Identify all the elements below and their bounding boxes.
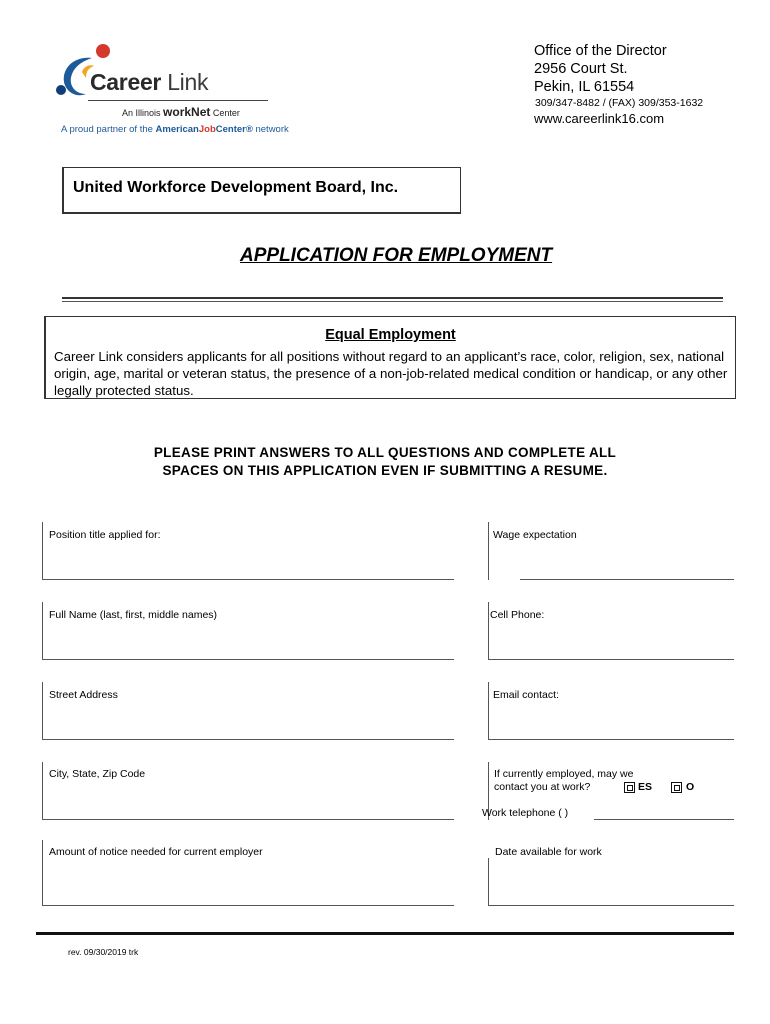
date-available-field[interactable] [488, 905, 734, 906]
office-phones: 309/347-8482 / (FAX) 309/353-1632 [535, 97, 704, 109]
city-state-zip-field[interactable] [42, 819, 454, 820]
partner-center: Center® [215, 124, 253, 135]
street-address-field[interactable] [42, 739, 454, 740]
email-label: Email contact: [493, 689, 559, 701]
cell-phone-field[interactable] [488, 659, 734, 660]
email-field-left [488, 682, 489, 740]
full-name-field[interactable] [42, 659, 454, 660]
cell-phone-label: Cell Phone: [490, 609, 545, 621]
partner-line [61, 124, 289, 135]
date-available-field-left [488, 858, 489, 906]
eeo-line-2: origin, age, marital or veteran status, the presence of a non-job-related medical condition or handicap, or any other [54, 366, 728, 381]
office-website[interactable]: www.careerlink16.com [534, 111, 665, 126]
logo-career-text: Career [90, 69, 162, 95]
contact-question-line-1: If currently employed, may we [494, 768, 634, 780]
eeo-line-1: Career Link considers applicants for all positions without regard to an applicant’s race, color, religion, sex, national [54, 349, 725, 364]
city-state-zip-field-left [42, 762, 43, 820]
logo-tagline [122, 105, 240, 119]
office-title: Office of the Director [534, 43, 667, 59]
full-name-field-left [42, 602, 43, 660]
date-available-label: Date available for work [495, 846, 602, 858]
footer-rule [36, 932, 734, 935]
city-state-zip-label: City, State, Zip Code [49, 768, 146, 780]
notice-field[interactable] [42, 905, 454, 906]
logo-navy-dot [56, 85, 66, 95]
partner-suffix: network [255, 124, 289, 135]
position-field-left [42, 522, 43, 580]
board-name: United Workforce Development Board, Inc. [73, 179, 399, 196]
email-field[interactable] [488, 739, 734, 740]
street-address-label: Street Address [49, 689, 118, 701]
logo-divider [88, 100, 268, 101]
work-telephone-field[interactable] [594, 819, 734, 820]
equal-employment-text [54, 348, 729, 399]
notice-field-left [42, 840, 43, 906]
title-rule-top [62, 297, 723, 299]
position-label: Position title applied for: [49, 529, 161, 541]
partner-prefix: A proud partner of the [61, 124, 153, 135]
logo-wordmark [90, 69, 208, 96]
eeo-line-3: legally protected status. [54, 383, 194, 398]
office-street: 2956 Court St. [534, 61, 628, 77]
partner-job: Job [198, 124, 216, 135]
street-address-field-left [42, 682, 43, 740]
wage-field-left [488, 522, 489, 580]
office-city: Pekin, IL 61554 [534, 79, 635, 95]
work-telephone-label: Work telephone ( ) [482, 807, 569, 819]
logo-blue-swoosh [64, 58, 92, 95]
full-name-label: Full Name (last, first, middle names) [49, 609, 218, 621]
logo-link-text: Link [167, 69, 209, 95]
position-field[interactable] [42, 579, 454, 580]
notice-label: Amount of notice needed for current employer [49, 846, 263, 858]
no-checkbox[interactable] [671, 782, 682, 793]
wage-label: Wage expectation [493, 529, 577, 541]
no-label: O [686, 781, 695, 793]
partner-american: American [155, 124, 199, 135]
yes-label: ES [638, 781, 653, 793]
tagline-suffix: Center [212, 108, 240, 118]
board-name-box [62, 167, 461, 214]
cell-phone-field-left [488, 602, 489, 660]
instructions-line-2: SPACES ON THIS APPLICATION EVEN IF SUBMITTING A RESUME. [162, 463, 608, 478]
tagline-prefix: An Illinois [122, 108, 161, 118]
page-title: APPLICATION FOR EMPLOYMENT [240, 245, 553, 266]
instructions-line-1: PLEASE PRINT ANSWERS TO ALL QUESTIONS AND COMPLETE ALL [153, 445, 617, 460]
title-rule-bottom [62, 301, 723, 302]
equal-employment-heading: Equal Employment [325, 327, 456, 343]
tagline-worknet: workNet [163, 105, 211, 119]
equal-employment-box [44, 316, 736, 399]
contact-question-line-2: contact you at work? [494, 781, 591, 793]
wage-field[interactable] [520, 579, 734, 580]
revision-note: rev. 09/30/2019 trk [68, 947, 139, 957]
yes-checkbox[interactable] [624, 782, 635, 793]
logo-red-dot [96, 44, 110, 58]
